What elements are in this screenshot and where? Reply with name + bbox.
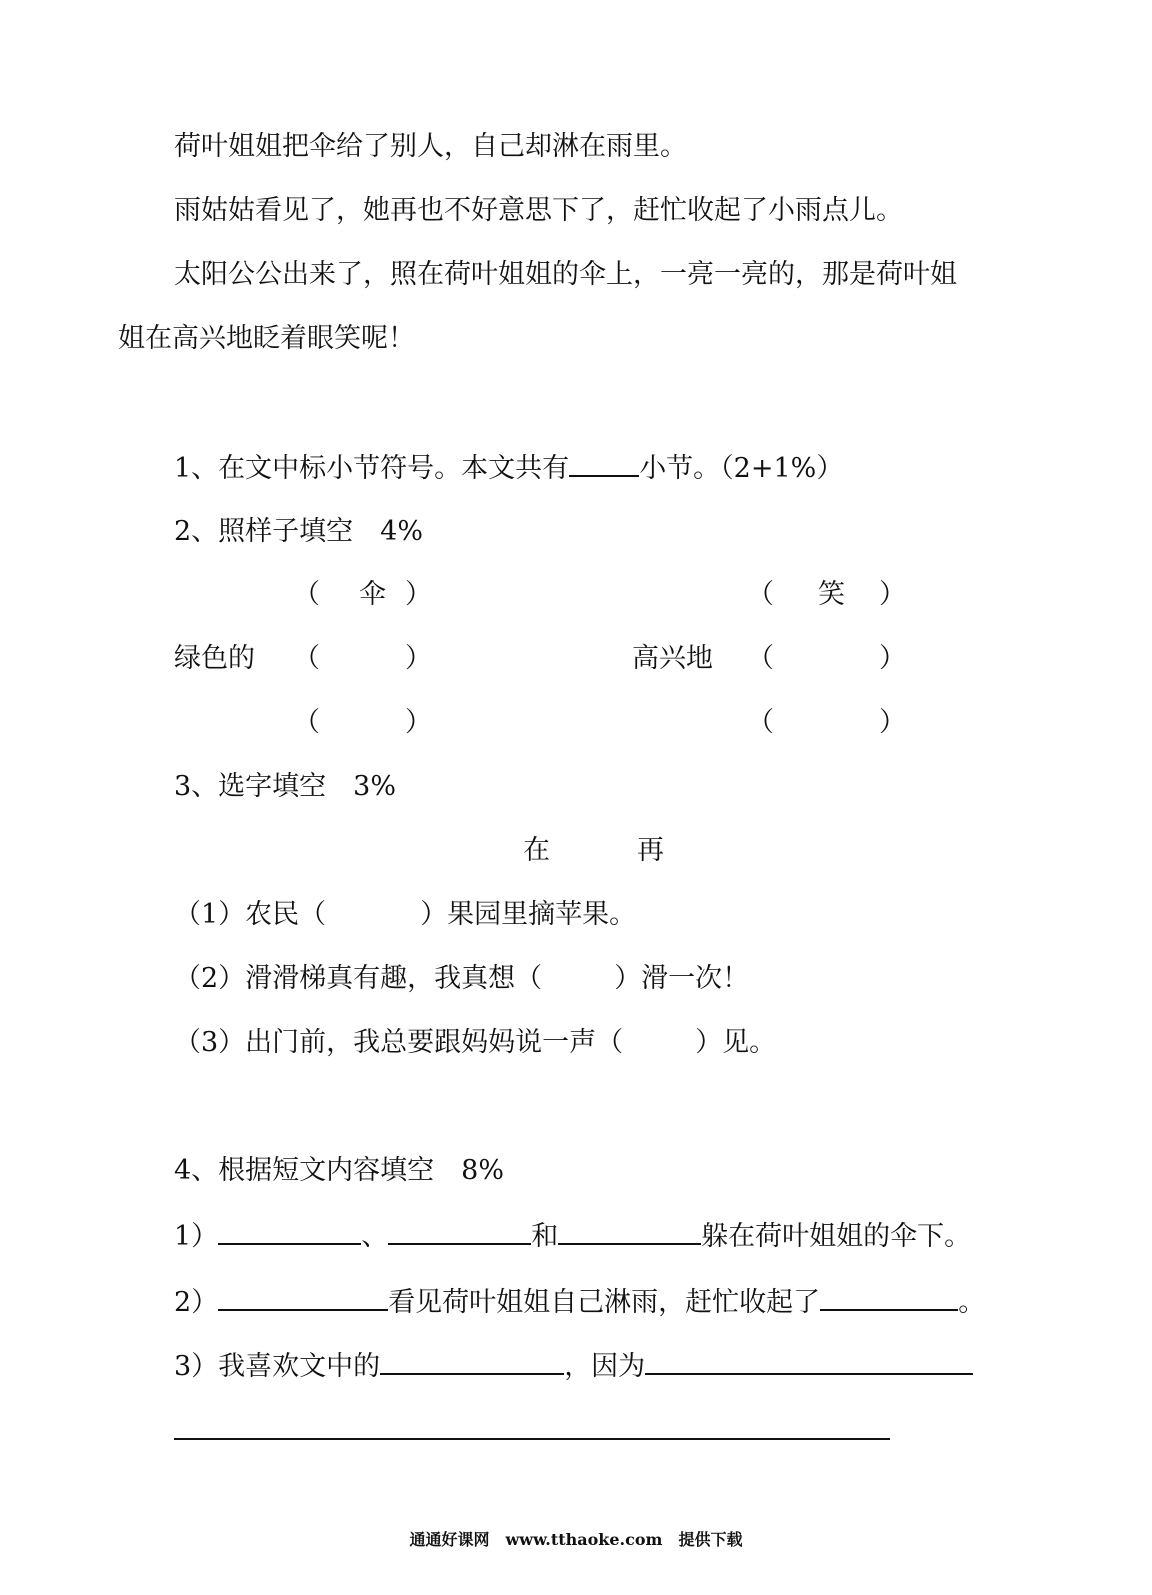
q3-item-2-text: （2）滑滑梯真有趣，我真想（: [174, 963, 543, 994]
q2-right-label: 高兴地: [632, 643, 713, 674]
q3-item-3-rest: ）见。: [695, 1027, 777, 1058]
q4-line-2-blank-2[interactable]: [820, 1283, 958, 1311]
q4-line-3: [174, 1347, 973, 1385]
q4-line-1-blank-2[interactable]: [388, 1217, 531, 1245]
q3-choice-zai-again: 再: [637, 835, 664, 866]
q3-item-2-rest: ）滑一次！: [614, 963, 750, 994]
q2-right-blank-1-close: ）: [879, 643, 906, 674]
q2-right-example-open: （: [747, 579, 774, 610]
passage-paragraph-1: 荷叶姐姐把伞给了别人，自己却淋在雨里。: [174, 131, 687, 162]
question-1: [174, 449, 843, 487]
q4-line-2-number: 2）: [174, 1287, 219, 1318]
q4-line-1-blank-1[interactable]: [218, 1217, 361, 1245]
question-1-suffix: 小节。（2+1%）: [639, 453, 844, 484]
q2-right-blank-2-close: ）: [879, 707, 906, 738]
q4-answer-line[interactable]: [174, 1438, 890, 1440]
question-1-blank[interactable]: [569, 449, 639, 477]
q2-left-example-word: 伞: [359, 579, 386, 610]
q3-item-1: [174, 897, 636, 933]
q2-right-example-close: ）: [879, 579, 906, 610]
passage-paragraph-3-line-1: 太阳公公出来了，照在荷叶姐姐的伞上，一亮一亮的，那是荷叶姐: [174, 259, 957, 290]
q4-line-1-number: 1）: [174, 1221, 219, 1252]
q2-right-blank-1-open: （: [747, 643, 774, 674]
q2-right-example-word: 笑: [818, 579, 845, 610]
q4-line-3-because: ，因为: [564, 1351, 646, 1382]
q4-line-3-blank-1[interactable]: [380, 1347, 564, 1375]
q3-choice-zai: 在: [523, 835, 550, 866]
q4-line-2-blank-1[interactable]: [218, 1283, 388, 1311]
q4-line-2-period: 。: [958, 1287, 986, 1318]
q4-line-2: [174, 1283, 985, 1321]
q2-left-example-close: ）: [405, 579, 432, 610]
q2-left-blank-2-open: （: [293, 707, 320, 738]
q4-line-1-and: 和: [531, 1221, 559, 1252]
q3-item-1-text: （1）农民（: [174, 899, 327, 930]
q2-left-blank-1-close: ）: [405, 643, 432, 674]
q3-item-2: [174, 961, 749, 997]
q2-left-blank-2-close: ）: [405, 707, 432, 738]
q2-left-blank-1-open: （: [293, 643, 320, 674]
q4-line-1-blank-3[interactable]: [558, 1217, 701, 1245]
passage-paragraph-2: 雨姑姑看见了，她再也不好意思下了，赶忙收起了小雨点儿。: [174, 195, 903, 226]
q3-item-1-rest: ）果园里摘苹果。: [420, 899, 637, 930]
question-2-title: 2、照样子填空 4%: [174, 516, 424, 547]
q4-line-2-text: 看见荷叶姐姐自己淋雨，赶忙收起了: [388, 1287, 821, 1318]
q2-left-label: 绿色的: [174, 643, 255, 674]
question-4-title: 4、根据短文内容填空 8%: [174, 1155, 505, 1186]
passage-paragraph-3-line-2: 姐在高兴地眨着眼笑呢！: [118, 323, 415, 354]
q4-line-1-rest: 躲在荷叶姐姐的伞下。: [701, 1221, 972, 1252]
q4-line-1: [174, 1217, 971, 1255]
q2-left-example-open: （: [293, 579, 320, 610]
q2-right-blank-2-open: （: [747, 707, 774, 738]
footer-credit: 通通好课网 www.tthaoke.com 提供下载: [409, 1530, 743, 1549]
q4-line-3-blank-2[interactable]: [645, 1347, 973, 1375]
q4-line-1-separator: 、: [361, 1221, 389, 1252]
question-3-title: 3、选字填空 3%: [174, 771, 397, 802]
q4-line-3-text: 3）我喜欢文中的: [174, 1351, 381, 1382]
q3-item-3: [174, 1025, 776, 1061]
question-1-text: 1、在文中标小节符号。本文共有: [174, 453, 570, 484]
q3-item-3-text: （3）出门前，我总要跟妈妈说一声（: [174, 1027, 624, 1058]
